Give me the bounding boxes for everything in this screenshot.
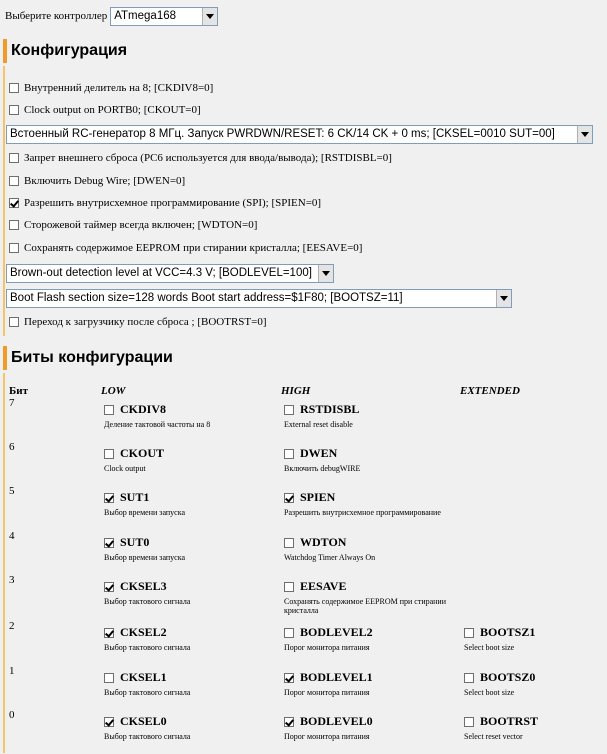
bit-name: CKSEL0 bbox=[120, 714, 167, 728]
checkbox[interactable] bbox=[464, 673, 474, 683]
bit-cksel0[interactable] bbox=[104, 714, 284, 741]
bit-description: Деление тактовой частоты на 8 bbox=[104, 420, 211, 429]
bit-description: Select boot size bbox=[464, 643, 515, 652]
bit-description: Включить debugWIRE bbox=[284, 464, 361, 473]
checkbox[interactable] bbox=[9, 176, 19, 186]
option-ckdiv8[interactable]: Внутренний делитель на 8; [CKDIV8=0] bbox=[9, 82, 213, 94]
bits-panel bbox=[3, 373, 5, 753]
bit-bodlevel0[interactable] bbox=[284, 714, 464, 741]
checkbox[interactable] bbox=[9, 243, 19, 253]
checkbox-checked[interactable] bbox=[104, 582, 114, 592]
bit-name: RSTDISBL bbox=[300, 402, 360, 416]
chevron-down-icon[interactable] bbox=[577, 126, 592, 143]
bit-cksel3[interactable] bbox=[104, 579, 284, 606]
bit-dwen[interactable] bbox=[284, 446, 464, 473]
bit-description: Порог монитора питания bbox=[284, 732, 370, 741]
checkbox[interactable] bbox=[284, 405, 294, 415]
checkbox[interactable] bbox=[9, 220, 19, 230]
controller-select[interactable]: ATmega168 bbox=[110, 7, 218, 26]
checkbox-checked[interactable] bbox=[284, 493, 294, 503]
bootsz-select[interactable]: Boot Flash section size=128 words Boot start address=$1F80; [BOOTSZ=11] bbox=[6, 289, 512, 308]
bit-name: CKSEL3 bbox=[120, 579, 167, 593]
bit-number: 2 bbox=[9, 620, 15, 632]
bit-name: DWEN bbox=[300, 446, 338, 460]
option-ckout[interactable]: Clock output on PORTB0; [CKOUT=0] bbox=[9, 104, 201, 116]
bit-description: Clock output bbox=[104, 464, 146, 473]
bit-description: Сохранять содержимое EEPROM при стирании кристалла bbox=[284, 597, 446, 615]
bit-description: Выбор времени запуска bbox=[104, 508, 186, 517]
header-extended: EXTENDED bbox=[460, 385, 520, 397]
bit-name: CKDIV8 bbox=[120, 402, 167, 416]
bit-name: CKOUT bbox=[120, 446, 165, 460]
bit-description: Разрешить внутрисхемное программирование bbox=[284, 508, 441, 517]
bit-description: Select boot size bbox=[464, 688, 515, 697]
checkbox[interactable] bbox=[464, 717, 474, 727]
checkbox-checked[interactable] bbox=[104, 493, 114, 503]
bit-bootrst[interactable] bbox=[464, 714, 607, 741]
checkbox-checked[interactable] bbox=[9, 198, 19, 208]
bit-description: Выбор тактового сигнала bbox=[104, 597, 191, 606]
bit-description: Порог монитора питания bbox=[284, 643, 370, 652]
config-title: Конфигурация bbox=[3, 39, 127, 63]
bit-sut0[interactable] bbox=[104, 535, 284, 562]
bit-number: 6 bbox=[9, 441, 15, 453]
bit-name: BOOTRST bbox=[480, 714, 539, 728]
config-panel bbox=[3, 66, 5, 336]
bit-rstdisbl[interactable] bbox=[284, 402, 464, 429]
bit-name: BOOTSZ0 bbox=[480, 670, 536, 684]
bits-title: Биты конфигурации bbox=[3, 346, 173, 370]
bit-description: Выбор тактового сигнала bbox=[104, 732, 191, 741]
checkbox-checked[interactable] bbox=[284, 717, 294, 727]
bit-eesave[interactable] bbox=[284, 579, 464, 615]
bit-number: 5 bbox=[9, 485, 15, 497]
bit-name: BOOTSZ1 bbox=[480, 625, 536, 639]
checkbox[interactable] bbox=[284, 628, 294, 638]
bit-description: Select reset vector bbox=[464, 732, 523, 741]
checkbox[interactable] bbox=[9, 317, 19, 327]
bit-name: SPIEN bbox=[300, 490, 336, 504]
checkbox[interactable] bbox=[284, 538, 294, 548]
bit-description: Watchdog Timer Always On bbox=[284, 553, 376, 562]
checkbox-checked[interactable] bbox=[284, 673, 294, 683]
checkbox-checked[interactable] bbox=[104, 538, 114, 548]
checkbox[interactable] bbox=[9, 105, 19, 115]
option-eesave[interactable]: Сохранять содержимое EEPROM при стирании кристалла; [EESAVE=0] bbox=[9, 242, 362, 254]
controller-label: Выберите контроллер bbox=[5, 10, 108, 22]
controller-row bbox=[5, 5, 218, 27]
chevron-down-icon[interactable] bbox=[496, 290, 511, 307]
checkbox[interactable] bbox=[464, 628, 474, 638]
bit-bodlevel1[interactable] bbox=[284, 670, 464, 697]
bit-number: 0 bbox=[9, 709, 15, 721]
header-high: HIGH bbox=[281, 385, 311, 397]
bit-ckdiv8[interactable] bbox=[104, 402, 284, 429]
bit-bodlevel2[interactable] bbox=[284, 625, 464, 652]
option-wdton[interactable]: Сторожевой таймер всегда включен; [WDTON=0] bbox=[9, 219, 257, 231]
bit-description: Выбор времени запуска bbox=[104, 553, 186, 562]
bit-name: EESAVE bbox=[300, 579, 347, 593]
bit-name: CKSEL2 bbox=[120, 625, 167, 639]
checkbox[interactable] bbox=[9, 153, 19, 163]
bit-number: 7 bbox=[9, 397, 15, 409]
checkbox[interactable] bbox=[104, 673, 114, 683]
header-bit: Бит bbox=[9, 385, 29, 397]
bit-sut1[interactable] bbox=[104, 490, 284, 517]
checkbox-checked[interactable] bbox=[104, 717, 114, 727]
bit-cksel2[interactable] bbox=[104, 625, 284, 652]
bodlevel-select[interactable]: Brown-out detection level at VCC=4.3 V; [BODLEVEL=100] bbox=[6, 264, 334, 283]
bit-number: 4 bbox=[9, 530, 15, 542]
checkbox-checked[interactable] bbox=[104, 628, 114, 638]
bit-ckout[interactable] bbox=[104, 446, 284, 473]
bit-spien[interactable] bbox=[284, 490, 464, 517]
checkbox[interactable] bbox=[9, 83, 19, 93]
bit-number: 1 bbox=[9, 665, 15, 677]
chevron-down-icon[interactable] bbox=[318, 265, 333, 282]
bit-description: External reset disable bbox=[284, 420, 353, 429]
bit-name: BODLEVEL0 bbox=[300, 714, 373, 728]
bit-wdton[interactable] bbox=[284, 535, 464, 562]
bit-cksel1[interactable] bbox=[104, 670, 284, 697]
checkbox[interactable] bbox=[284, 449, 294, 459]
bit-name: CKSEL1 bbox=[120, 670, 167, 684]
bit-description: Порог монитора питания bbox=[284, 688, 370, 697]
bit-description: Выбор тактового сигнала bbox=[104, 688, 191, 697]
bit-name: BODLEVEL1 bbox=[300, 670, 373, 684]
checkbox[interactable] bbox=[104, 449, 114, 459]
option-rstdisbl[interactable]: Запрет внешнего сброса (PC6 используется для ввода/вывода); [RSTDISBL=0] bbox=[9, 152, 392, 164]
bit-name: SUT0 bbox=[120, 535, 150, 549]
option-dwen[interactable]: Включить Debug Wire; [DWEN=0] bbox=[9, 175, 185, 187]
option-bootrst[interactable]: Переход к загрузчику после сброса ; [BOOTRST=0] bbox=[9, 316, 267, 328]
checkbox[interactable] bbox=[104, 405, 114, 415]
bit-name: SUT1 bbox=[120, 490, 150, 504]
bit-bootsz0[interactable] bbox=[464, 670, 607, 697]
cksel-select[interactable]: Встоенный RC-генератор 8 МГц. Запуск PWRDWN/RESET: 6 CK/14 CK + 0 ms; [CKSEL=0010 SUT=00] bbox=[6, 125, 593, 144]
header-low: LOW bbox=[101, 385, 126, 397]
option-spien[interactable]: Разрешить внутрисхемное программирование (SPI); [SPIEN=0] bbox=[9, 197, 321, 209]
bit-number: 3 bbox=[9, 574, 15, 586]
bit-bootsz1[interactable] bbox=[464, 625, 607, 652]
bit-description: Выбор тактового сигнала bbox=[104, 643, 191, 652]
checkbox[interactable] bbox=[284, 582, 294, 592]
chevron-down-icon[interactable] bbox=[202, 8, 217, 25]
bit-name: BODLEVEL2 bbox=[300, 625, 373, 639]
bit-name: WDTON bbox=[300, 535, 347, 549]
